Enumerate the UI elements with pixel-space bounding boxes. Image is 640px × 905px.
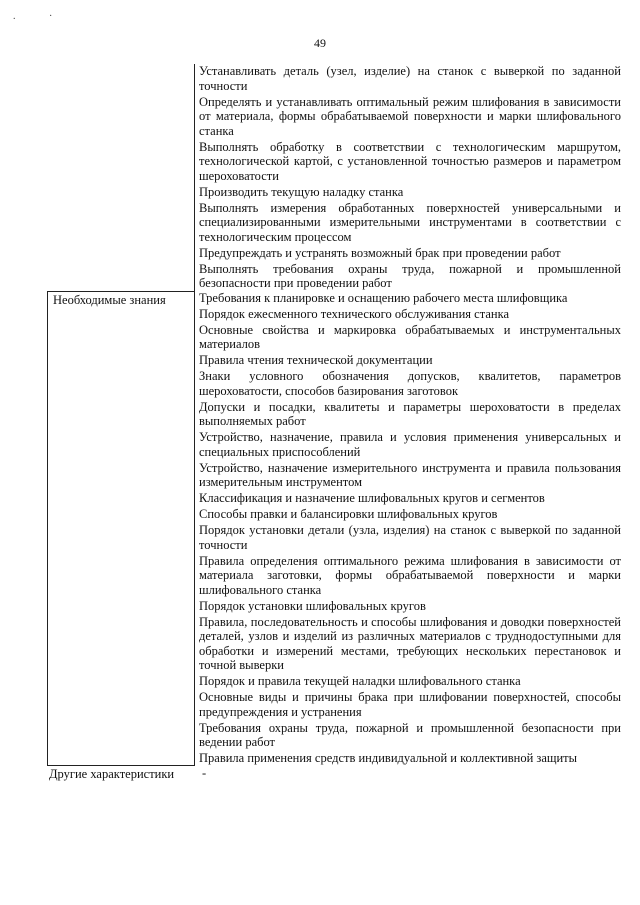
scan-mark: . — [13, 11, 16, 22]
list-item: Способы правки и балансировки шлифовальных кругов — [199, 507, 498, 521]
skills-label-cell — [47, 64, 194, 291]
list-item: Допуски и посадки, квалитеты и параметры шероховатости в пределах выполняемых работ — [199, 399, 621, 428]
skills-list — [194, 64, 621, 291]
list-item: Требования к планировке и оснащению рабочего места шлифовщика — [199, 290, 568, 305]
list-item: Правила определения оптимального режима шлифования в зависимости от материала заготовки, формы обрабатываемой поверхности и марки шлифовального станка — [199, 553, 621, 597]
other-value: - — [202, 765, 207, 780]
list-item: Знаки условного обозначения допусков, квалитетов, параметров шероховатости, способов базирования заготовок — [199, 369, 621, 398]
scan-mark: · — [49, 11, 53, 22]
list-item: Устройство, назначение, правила и условия применения универсальных и специальных приспособлений — [199, 430, 621, 459]
list-item: Классификация и назначение шлифовальных кругов и сегментов — [199, 491, 545, 505]
list-item: Выполнять измерения обработанных поверхностей универсальными и специализированными измерительными инструментами в соответствии с технологическим процессом — [199, 200, 621, 244]
other-row — [47, 766, 621, 782]
list-item: Выполнять обработку в соответствии с технологическим маршрутом, технологической картой, с установленной точностью размеров и параметром шероховатости — [199, 139, 621, 183]
list-item: Порядок установки шлифовальных кругов — [199, 598, 426, 613]
list-item: Устройство, назначение измерительного инструмента и правила пользования измерительным инструментом — [199, 460, 621, 489]
list-item: Предупреждать и устранять возможный брак при проведении работ — [199, 245, 561, 260]
list-item: Правила применения средств индивидуальной и коллективной защиты — [199, 751, 578, 765]
list-item: Производить текущую наладку станка — [199, 184, 404, 199]
list-item: Устанавливать деталь (узел, изделие) на станок с выверкой по заданной точности — [199, 64, 621, 93]
competency-table — [47, 64, 621, 781]
list-item: Основные свойства и маркировка обрабатываемых и инструментальных материалов — [199, 322, 621, 351]
list-item: Порядок и правила текущей наладки шлифовального станка — [199, 674, 521, 688]
list-item: Порядок ежесменного технического обслуживания станка — [199, 306, 510, 321]
list-item: Требования охраны труда, пожарной и промышленной безопасности при ведении работ — [199, 720, 621, 749]
knowledge-row — [47, 291, 621, 766]
list-item: Правила, последовательность и способы шлифования и доводки поверхностей деталей, узлов и изделий из различных материалов с труднодоступными для обработки и измерений местами, требующих нескольких перестановок и точной выверки — [199, 614, 621, 672]
list-item: Основные виды и причины брака при шлифовании поверхностей, способы предупреждения и устранения — [199, 690, 621, 719]
skills-row — [47, 64, 621, 291]
list-item: Порядок установки детали (узла, изделия) на станок с выверкой по заданной точности — [199, 523, 621, 552]
knowledge-list — [194, 291, 621, 766]
other-label: Другие характеристики — [49, 766, 175, 781]
list-item: Правила чтения технической документации — [199, 353, 433, 367]
knowledge-label: Необходимые знания — [47, 291, 194, 766]
list-item: Определять и устанавливать оптимальный режим шлифования в зависимости от материала, формы обрабатываемой поверхности и марки шлифовального станка — [199, 94, 621, 138]
page-number: 49 — [314, 36, 326, 50]
list-item: Выполнять требования охраны труда, пожарной и промышленной безопасности при проведении работ — [199, 261, 621, 290]
